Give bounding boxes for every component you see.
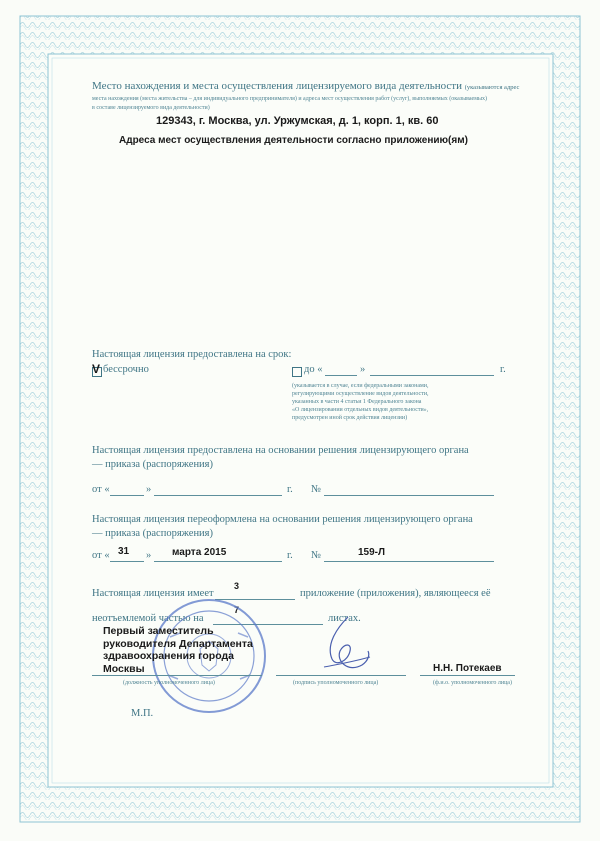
- until-day-line: [325, 375, 357, 376]
- reissue-line2: — приказа (распоряжения): [92, 528, 214, 539]
- basis-day-line: [110, 495, 144, 496]
- appendix-sheets: 7: [234, 605, 240, 615]
- basis-number-line: [324, 495, 494, 496]
- reissue-month-year: марта 2015: [172, 547, 227, 558]
- until-checkbox: [292, 367, 302, 377]
- reissue-month-line: [154, 561, 282, 562]
- position-line: [92, 675, 262, 676]
- name-caption: (ф.и.о. уполномоченного лица): [433, 680, 512, 686]
- appendix-count: 3: [234, 581, 240, 591]
- reissue-number: 159-Л: [358, 547, 386, 558]
- header-note-line2: места нахождения (места жительства – для индивидуального предпринимателя) и адреса мест осуществления работ (услуг), выполняемых (оказываемых): [92, 96, 488, 102]
- term-label: Настоящая лицензия предоставлена на срок:: [92, 349, 292, 360]
- term-note-line3: указанных в части 4 статьи 1 Федерального закона: [292, 399, 422, 405]
- header-note-line3: в составе лицензируемого вида деятельности): [92, 105, 210, 111]
- until-prefix: до «: [304, 364, 323, 375]
- until-mid: »: [360, 364, 366, 375]
- basis-month-line: [154, 495, 282, 496]
- term-note-line5: предусмотрен иной срок действия лицензии): [292, 415, 408, 421]
- reissue-from-mid: »: [146, 550, 152, 561]
- reissue-number-label: №: [311, 550, 322, 561]
- reissue-from-prefix: от «: [92, 550, 110, 561]
- term-note-line4: «О лицензировании отдельных видов деятельности»,: [292, 407, 429, 413]
- term-note-line1: (указывается в случае, если федеральными законами,: [292, 383, 429, 389]
- appendix-label: приложение (приложения), являющееся её: [300, 588, 491, 599]
- reissue-number-line: [324, 561, 494, 562]
- name-line: [420, 675, 515, 676]
- term-note-line2: регулирующими осуществление видов деятельности,: [292, 391, 429, 397]
- reissue-day-line: [110, 561, 144, 562]
- appendix-sheets-label: листах.: [328, 613, 361, 624]
- basis-from-prefix: от «: [92, 484, 110, 495]
- term-indefinite: бессрочно: [103, 364, 149, 375]
- check-mark: V: [92, 362, 101, 376]
- until-year-suffix: г.: [500, 364, 506, 375]
- addresses-note: Адреса мест осуществления деятельности согласно приложению(ям): [119, 135, 468, 146]
- address: 129343, г. Москва, ул. Уржумская, д. 1, корп. 1, кв. 60: [156, 115, 439, 127]
- signatory-name: Н.Н. Потекаев: [433, 663, 502, 674]
- signatory-position: Первый заместитель руководителя Департамента здравоохранения города Москвы: [103, 625, 253, 675]
- basis-number-label: №: [311, 484, 322, 495]
- signature-caption: (подпись уполномоченного лица): [293, 680, 379, 686]
- position-caption: (должность уполномоченного лица): [123, 680, 215, 686]
- basis-from-mid: »: [146, 484, 152, 495]
- signature-line: [276, 675, 406, 676]
- appendix-has-label: Настоящая лицензия имеет: [92, 588, 214, 599]
- basis-line2: — приказа (распоряжения): [92, 459, 214, 470]
- until-month-line: [370, 375, 494, 376]
- reissue-day: 31: [118, 546, 130, 557]
- basis-line1: Настоящая лицензия предоставлена на основании решения лицензирующего органа: [92, 445, 469, 456]
- header-title: Место нахождения и места осуществления лицензируемого вида деятельности (указываются адрес: [92, 80, 520, 92]
- reissue-line1: Настоящая лицензия переоформлена на основании решения лицензирующего органа: [92, 514, 473, 525]
- appendix-part-label: неотъемлемой частью на: [92, 613, 204, 624]
- basis-year-suffix: г.: [287, 484, 293, 495]
- signature: [318, 615, 374, 677]
- seal-label: М.П.: [131, 708, 154, 719]
- reissue-year-suffix: г.: [287, 550, 293, 561]
